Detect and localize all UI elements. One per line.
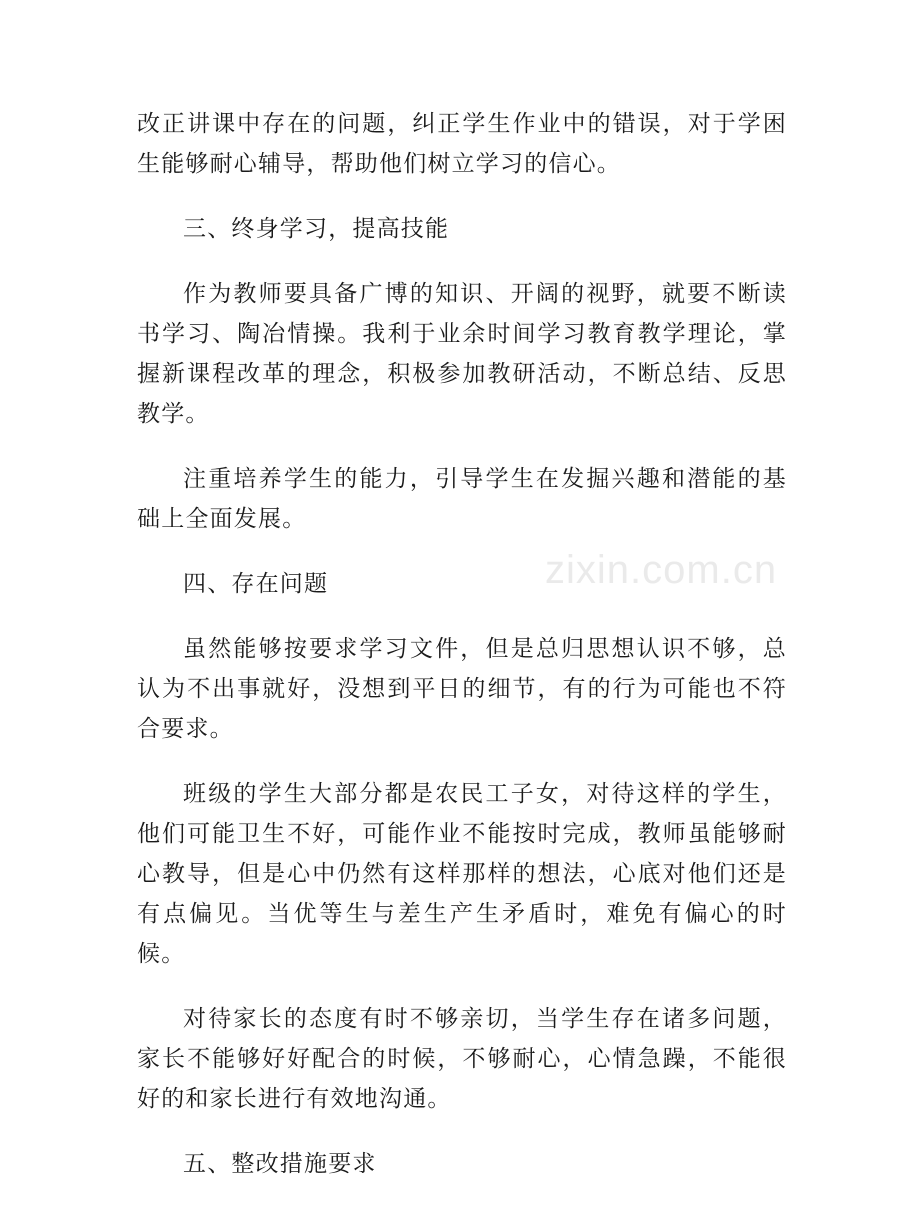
paragraph: 注重培养学生的能力，引导学生在发掘兴趣和潜能的基础上全面发展。 [137,466,787,532]
paragraph-continuation: 改正讲课中存在的问题，纠正学生作业中的错误，对于学困生能够耐心辅导，帮助他们树立学习的信心。 [137,111,787,177]
section-heading-3: 三、终身学习，提高技能 [183,216,450,242]
section-heading-4: 四、存在问题 [183,571,329,597]
section-heading-5: 五、整改措施要求 [183,1151,377,1177]
paragraph: 班级的学生大部分都是农民工子女，对待这样的学生，他们可能卫生不好，可能作业不能按时完成，教师虽能够耐心教导，但是心中仍然有这样那样的想法，心底对他们还是有点偏见。当优等生与差生产生矛盾时，难免有偏心的时候。 [137,781,787,967]
paragraph: 对待家长的态度有时不够亲切，当学生存在诸多问题，家长不能够好好配合的时候，不够耐心，心情急躁，不能很好的和家长进行有效地沟通。 [137,1006,787,1112]
paragraph: 作为教师要具备广博的知识、开阔的视野，就要不断读书学习、陶冶情操。我利于业余时间学习教育教学理论，掌握新课程改革的理念，积极参加教研活动，不断总结、反思教学。 [137,281,787,427]
paragraph: 虽然能够按要求学习文件，但是总归思想认识不够，总认为不出事就好，没想到平日的细节，有的行为可能也不符合要求。 [137,636,787,742]
document-body [137,104,787,1209]
watermark: zixin.com.cn [545,548,778,592]
